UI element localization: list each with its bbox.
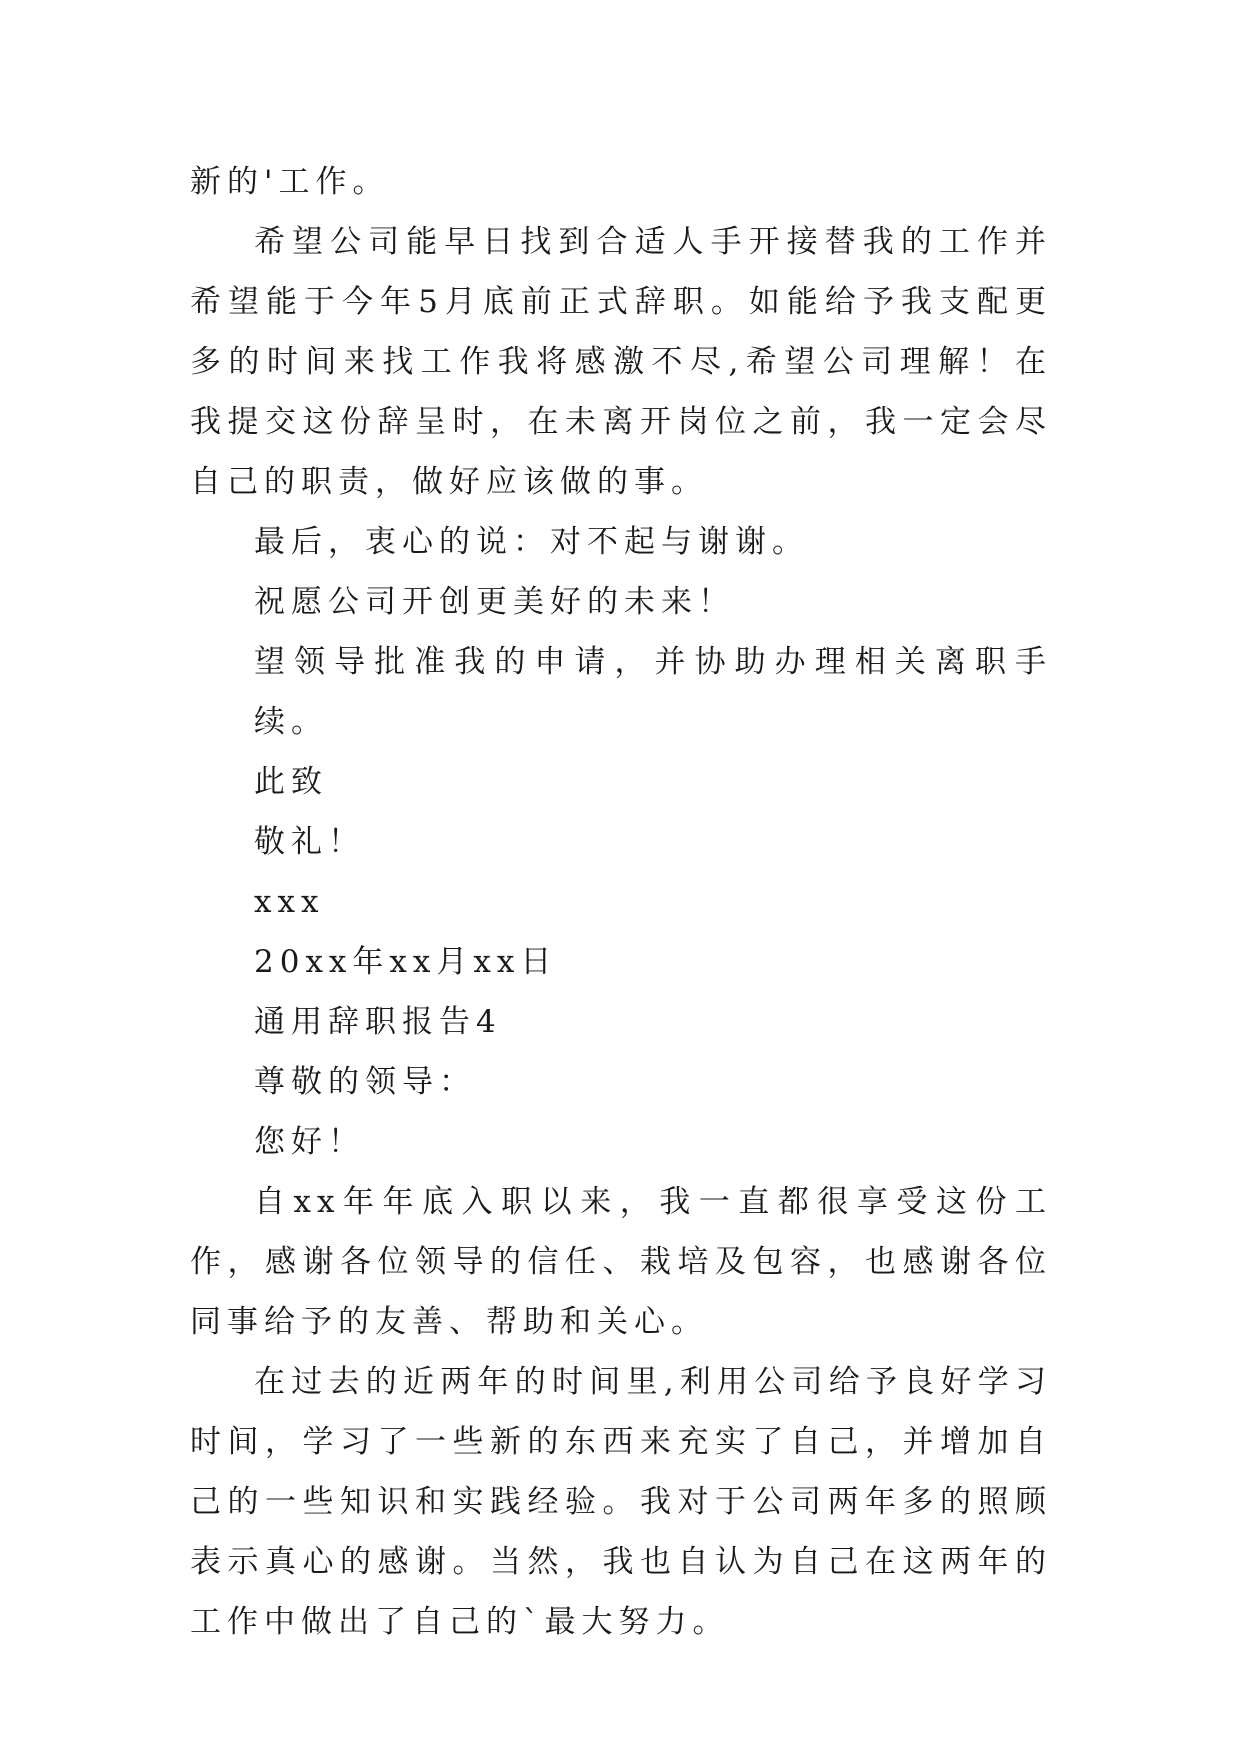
salutation-line: 敬礼！ (254, 824, 365, 860)
salutation-line: 此致 (254, 764, 328, 800)
paragraph: 新的'工作。 (190, 164, 390, 200)
paragraph: 希望公司能早日找到合适人手开接替我的工作并希望能于今年5月底前正式辞职。如能给予我支配更多的时间来找工作我将感激不尽,希望公司理解！在我提交这份辞呈时，在未离开岗位之前，我一定会尽自己的职责，做好应该做的事。 (190, 224, 1052, 500)
greeting-line: 您好！ (254, 1124, 365, 1160)
document-body (190, 152, 1052, 1652)
paragraph: 自xx年年底入职以来，我一直都很享受这份工作，感谢各位领导的信任、栽培及包容，也感谢各位同事给予的友善、帮助和关心。 (190, 1184, 1052, 1340)
closing-line: 最后，衷心的说：对不起与谢谢。 (254, 524, 809, 560)
signature-name: xxx (254, 884, 325, 920)
signature-date: 20xx年xx月xx日 (254, 944, 558, 980)
closing-line: 望领导批准我的申请，并协助办理相关离职手续。 (254, 644, 1052, 740)
closing-line: 祝愿公司开创更美好的未来！ (254, 584, 735, 620)
greeting-line: 尊敬的领导： (254, 1064, 476, 1100)
paragraph: 在过去的近两年的时间里,利用公司给予良好学习时间，学习了一些新的东西来充实了自己，并增加自己的一些知识和实践经验。我对于公司两年多的照顾表示真心的感谢。当然，我也自认为自己在这两年的工作中做出了自己的`最大努力。 (190, 1364, 1052, 1640)
section-title: 通用辞职报告4 (254, 1004, 502, 1040)
